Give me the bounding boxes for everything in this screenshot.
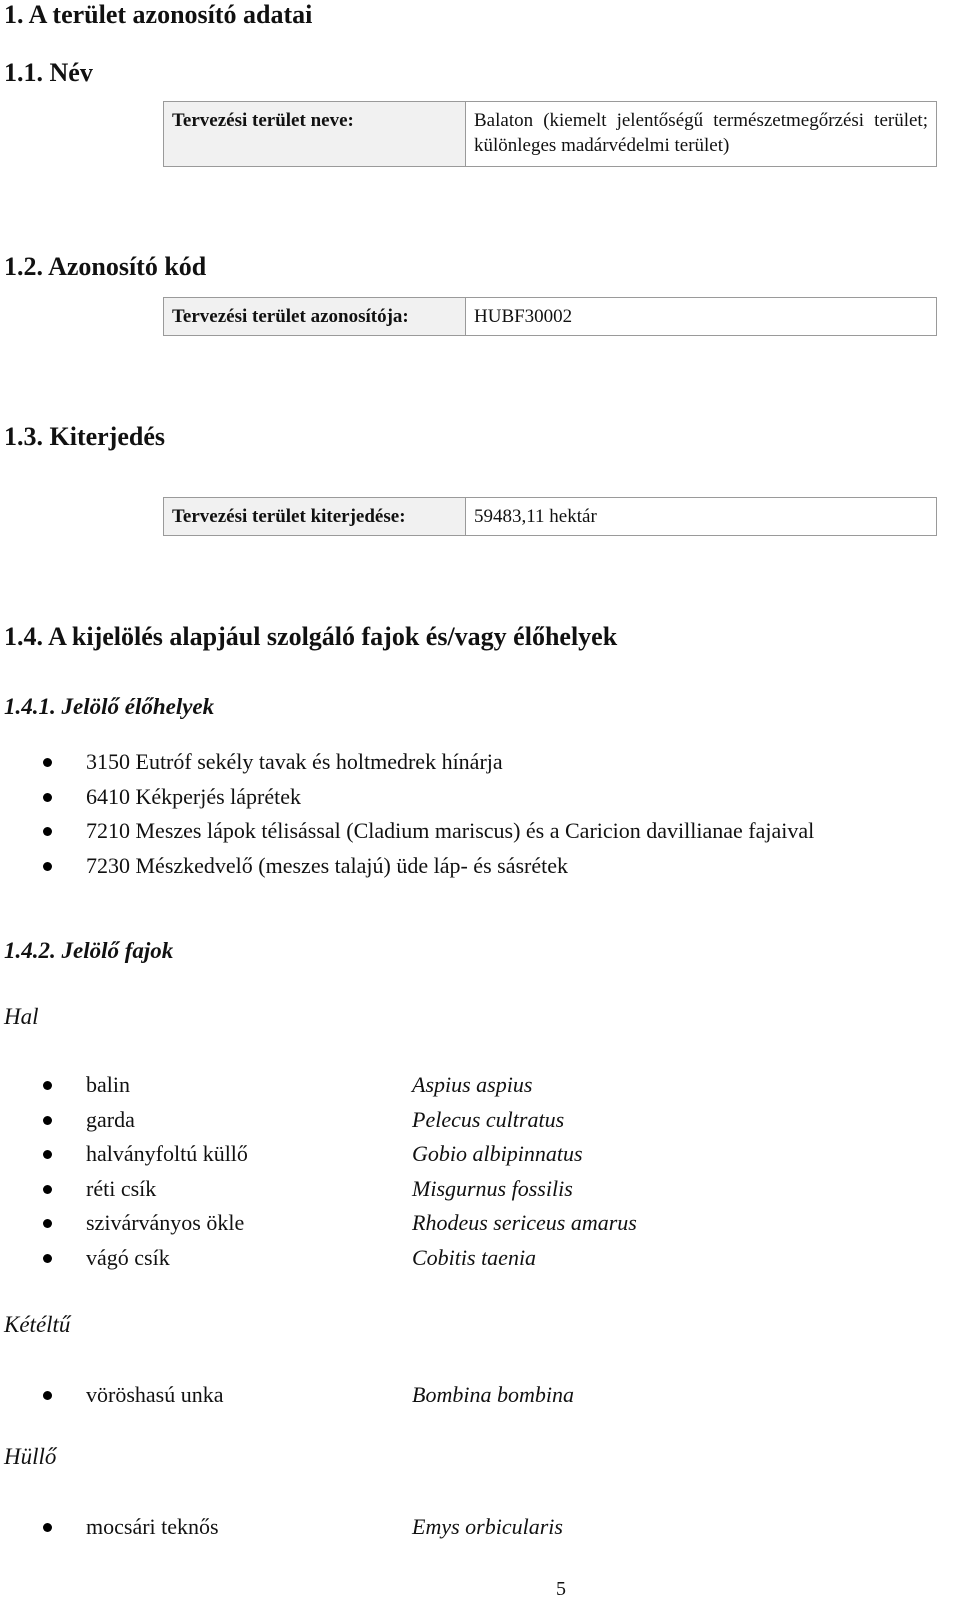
bullet-icon — [43, 1150, 52, 1159]
species-scientific-name: Cobitis taenia — [412, 1244, 537, 1270]
extent-table — [163, 497, 937, 536]
species-scientific-name: Bombina bombina — [412, 1382, 574, 1407]
species-common-name: balin — [86, 1072, 130, 1097]
bullet-icon — [43, 758, 52, 767]
subsection-title-extent: 1.3. Kiterjedés — [4, 422, 166, 451]
species-scientific-name: Rhodeus sericeus amarus — [412, 1210, 637, 1236]
group-title-fish: Hal — [4, 1004, 39, 1029]
bullet-icon — [43, 1523, 52, 1532]
habitats-heading: 1.4.1. Jelölő élőhelyek — [4, 694, 215, 719]
subsection-title-species-habitats: 1.4. A kijelölés alapjául szolgáló fajok és/vagy élőhelyek — [4, 622, 618, 651]
bullet-icon — [43, 1185, 52, 1194]
habitat-text: 7230 Mészkedvelő (meszes talajú) üde láp- és sásrétek — [86, 852, 568, 878]
bullet-icon — [43, 1391, 52, 1400]
species-scientific-name: Misgurnus fossilis — [412, 1175, 573, 1201]
code-table — [163, 297, 937, 336]
species-scientific-name: Emys orbicularis — [412, 1514, 563, 1539]
species-common-name: szivárványos ökle — [86, 1210, 245, 1236]
subsection-title-name: 1.1. Név — [4, 58, 93, 87]
species-common-name: mocsári teknős — [86, 1514, 219, 1539]
species-common-name: réti csík — [86, 1175, 157, 1201]
habitat-text: 3150 Eutróf sekély tavak és holtmedrek hínárja — [86, 749, 503, 774]
extent-label: Tervezési terület kiterjedése: — [164, 498, 466, 536]
habitat-text: 6410 Kékperjés láprétek — [86, 783, 302, 809]
species-scientific-name: Aspius aspius — [412, 1072, 533, 1097]
species-scientific-name: Pelecus cultratus — [412, 1106, 565, 1132]
species-scientific-name: Gobio albipinnatus — [412, 1141, 583, 1167]
bullet-icon — [43, 793, 52, 802]
species-common-name: halványfoltú küllő — [86, 1141, 248, 1167]
subsection-title-code: 1.2. Azonosító kód — [4, 252, 207, 281]
bullet-icon — [43, 1081, 52, 1090]
bullet-icon — [43, 1254, 52, 1263]
code-label: Tervezési terület azonosítója: — [164, 298, 466, 336]
species-common-name: vágó csík — [86, 1244, 170, 1270]
page-number: 5 — [556, 1578, 566, 1600]
group-title-reptiles: Hüllő — [4, 1444, 57, 1469]
code-value: HUBF30002 — [466, 298, 937, 336]
name-table — [163, 101, 937, 167]
name-label: Tervezési terület neve: — [164, 102, 466, 167]
bullet-icon — [43, 1116, 52, 1125]
bullet-icon — [43, 862, 52, 871]
group-title-amphibians: Kétéltű — [4, 1312, 71, 1337]
bullet-icon — [43, 1219, 52, 1228]
species-common-name: vöröshasú unka — [86, 1382, 224, 1407]
bullet-icon — [43, 827, 52, 836]
section-title: 1. A terület azonosító adatai — [4, 0, 313, 29]
extent-value: 59483,11 hektár — [466, 498, 937, 536]
name-value: Balaton (kiemelt jelentőségű természetmegőrzési terület; különleges madárvédelmi terület) — [466, 102, 937, 167]
species-common-name: garda — [86, 1106, 135, 1132]
species-heading: 1.4.2. Jelölő fajok — [4, 938, 174, 963]
habitat-text: 7210 Meszes lápok télisással (Cladium mariscus) és a Caricion davillianae fajaival — [86, 818, 815, 844]
